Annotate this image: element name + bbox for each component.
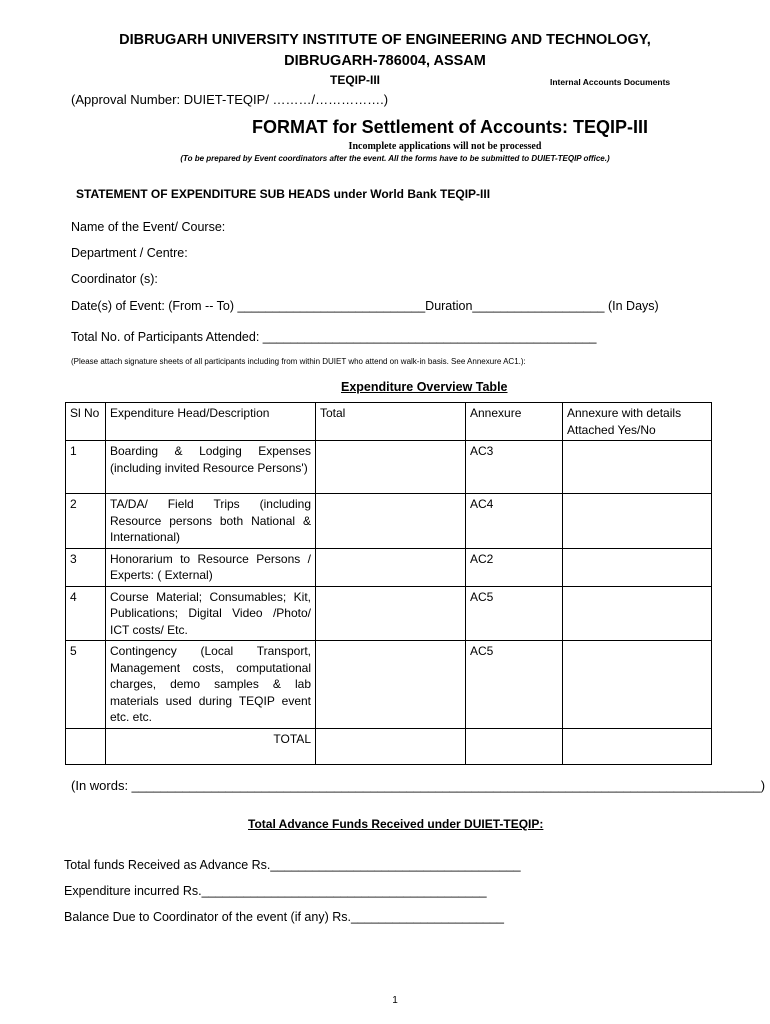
coordinator-field[interactable]: Coordinator (s): xyxy=(71,272,158,286)
row-description: Course Material; Consumables; Kit, Publications; Digital Video /Photo/ ICT costs/ Etc. xyxy=(106,586,316,641)
expenditure-table xyxy=(65,402,712,765)
row-total-cell[interactable] xyxy=(316,641,466,729)
table-row xyxy=(66,586,712,641)
header-sl-no: Sl No xyxy=(66,403,106,441)
statement-heading: STATEMENT OF EXPENDITURE SUB HEADS under World Bank TEQIP-III xyxy=(76,187,491,201)
row-description: Boarding & Lodging Expenses (including invited Resource Persons') xyxy=(106,441,316,494)
department-field[interactable]: Department / Centre: xyxy=(71,246,188,260)
advance-funds-heading: Total Advance Funds Received under DUIET-TEQIP: xyxy=(248,817,544,831)
table-title: Expenditure Overview Table xyxy=(341,380,508,394)
form-title: FORMAT for Settlement of Accounts: TEQIP-III xyxy=(252,117,648,137)
row-total-cell[interactable] xyxy=(316,586,466,641)
total-label: TOTAL xyxy=(106,728,316,764)
incomplete-notice: Incomplete applications will not be processed xyxy=(348,141,542,152)
row-description: Honorarium to Resource Persons / Experts: ( External) xyxy=(106,548,316,586)
in-words-field[interactable]: (In words: _______________________________________________________________________________________) xyxy=(71,778,766,793)
header-annexure: Annexure xyxy=(466,403,563,441)
table-row xyxy=(66,494,712,549)
row-description: Contingency (Local Transport, Management costs, computational charges, demo samples & lab materials used during TEQIP event etc. etc. xyxy=(106,641,316,729)
header-expenditure-head: Expenditure Head/Description xyxy=(106,403,316,441)
participants-field[interactable]: Total No. of Participants Attended: ________________________________________________ xyxy=(71,330,597,344)
university-name xyxy=(0,30,770,72)
university-line-2: DIBRUGARH-786004, ASSAM xyxy=(284,53,486,69)
event-dates-field[interactable]: Date(s) of Event: (From -- To) ___________________________Duration___________________ (In Days) xyxy=(71,299,659,313)
approval-number: (Approval Number: DUIET-TEQIP/ ………/…………….) xyxy=(71,92,389,107)
teqip-label: TEQIP-III xyxy=(330,73,381,87)
total-row-attached-cell xyxy=(563,728,712,764)
row-annexure: AC5 xyxy=(466,641,563,729)
row-total-cell[interactable] xyxy=(316,548,466,586)
row-total-cell[interactable] xyxy=(316,441,466,494)
row-annexure: AC3 xyxy=(466,441,563,494)
page-number: 1 xyxy=(392,995,398,1006)
row-annexure: AC5 xyxy=(466,586,563,641)
table-row xyxy=(66,441,712,494)
university-line-1: DIBRUGARH UNIVERSITY INSTITUTE OF ENGINEERING AND TECHNOLOGY, xyxy=(119,32,651,48)
total-row-sl-cell xyxy=(66,728,106,764)
table-row xyxy=(66,641,712,729)
row-attached-cell[interactable] xyxy=(563,441,712,494)
prepared-note: (To be prepared by Event coordinators after the event. All the forms have to be submitted to DUIET-TEQIP office.) xyxy=(180,154,610,163)
row-annexure: AC2 xyxy=(466,548,563,586)
expenditure-incurred-field[interactable]: Expenditure incurred Rs._________________________________________ xyxy=(64,884,487,898)
row-sl-no: 1 xyxy=(66,441,106,494)
row-attached-cell[interactable] xyxy=(563,494,712,549)
row-sl-no: 5 xyxy=(66,641,106,729)
row-attached-cell[interactable] xyxy=(563,641,712,729)
row-description: TA/DA/ Field Trips (including Resource persons both National & International) xyxy=(106,494,316,549)
table-row xyxy=(66,548,712,586)
advance-received-field[interactable]: Total funds Received as Advance Rs.____________________________________ xyxy=(64,858,521,872)
row-sl-no: 4 xyxy=(66,586,106,641)
grand-total-cell[interactable] xyxy=(316,728,466,764)
balance-due-field[interactable]: Balance Due to Coordinator of the event (if any) Rs.______________________ xyxy=(64,910,504,924)
row-sl-no: 3 xyxy=(66,548,106,586)
row-sl-no: 2 xyxy=(66,494,106,549)
row-attached-cell[interactable] xyxy=(563,586,712,641)
total-row-annexure-cell xyxy=(466,728,563,764)
row-attached-cell[interactable] xyxy=(563,548,712,586)
header-annexure-details: Annexure with details Attached Yes/No xyxy=(563,403,712,441)
internal-docs-label: Internal Accounts Documents xyxy=(550,77,671,87)
participants-note: (Please attach signature sheets of all participants including from within DUIET who attend on walk-in basis. See Annexure AC1.): xyxy=(71,357,526,366)
row-total-cell[interactable] xyxy=(316,494,466,549)
table-header-row xyxy=(66,403,712,441)
table-total-row xyxy=(66,728,712,764)
header-total: Total xyxy=(316,403,466,441)
event-name-field[interactable]: Name of the Event/ Course: xyxy=(71,220,226,234)
row-annexure: AC4 xyxy=(466,494,563,549)
